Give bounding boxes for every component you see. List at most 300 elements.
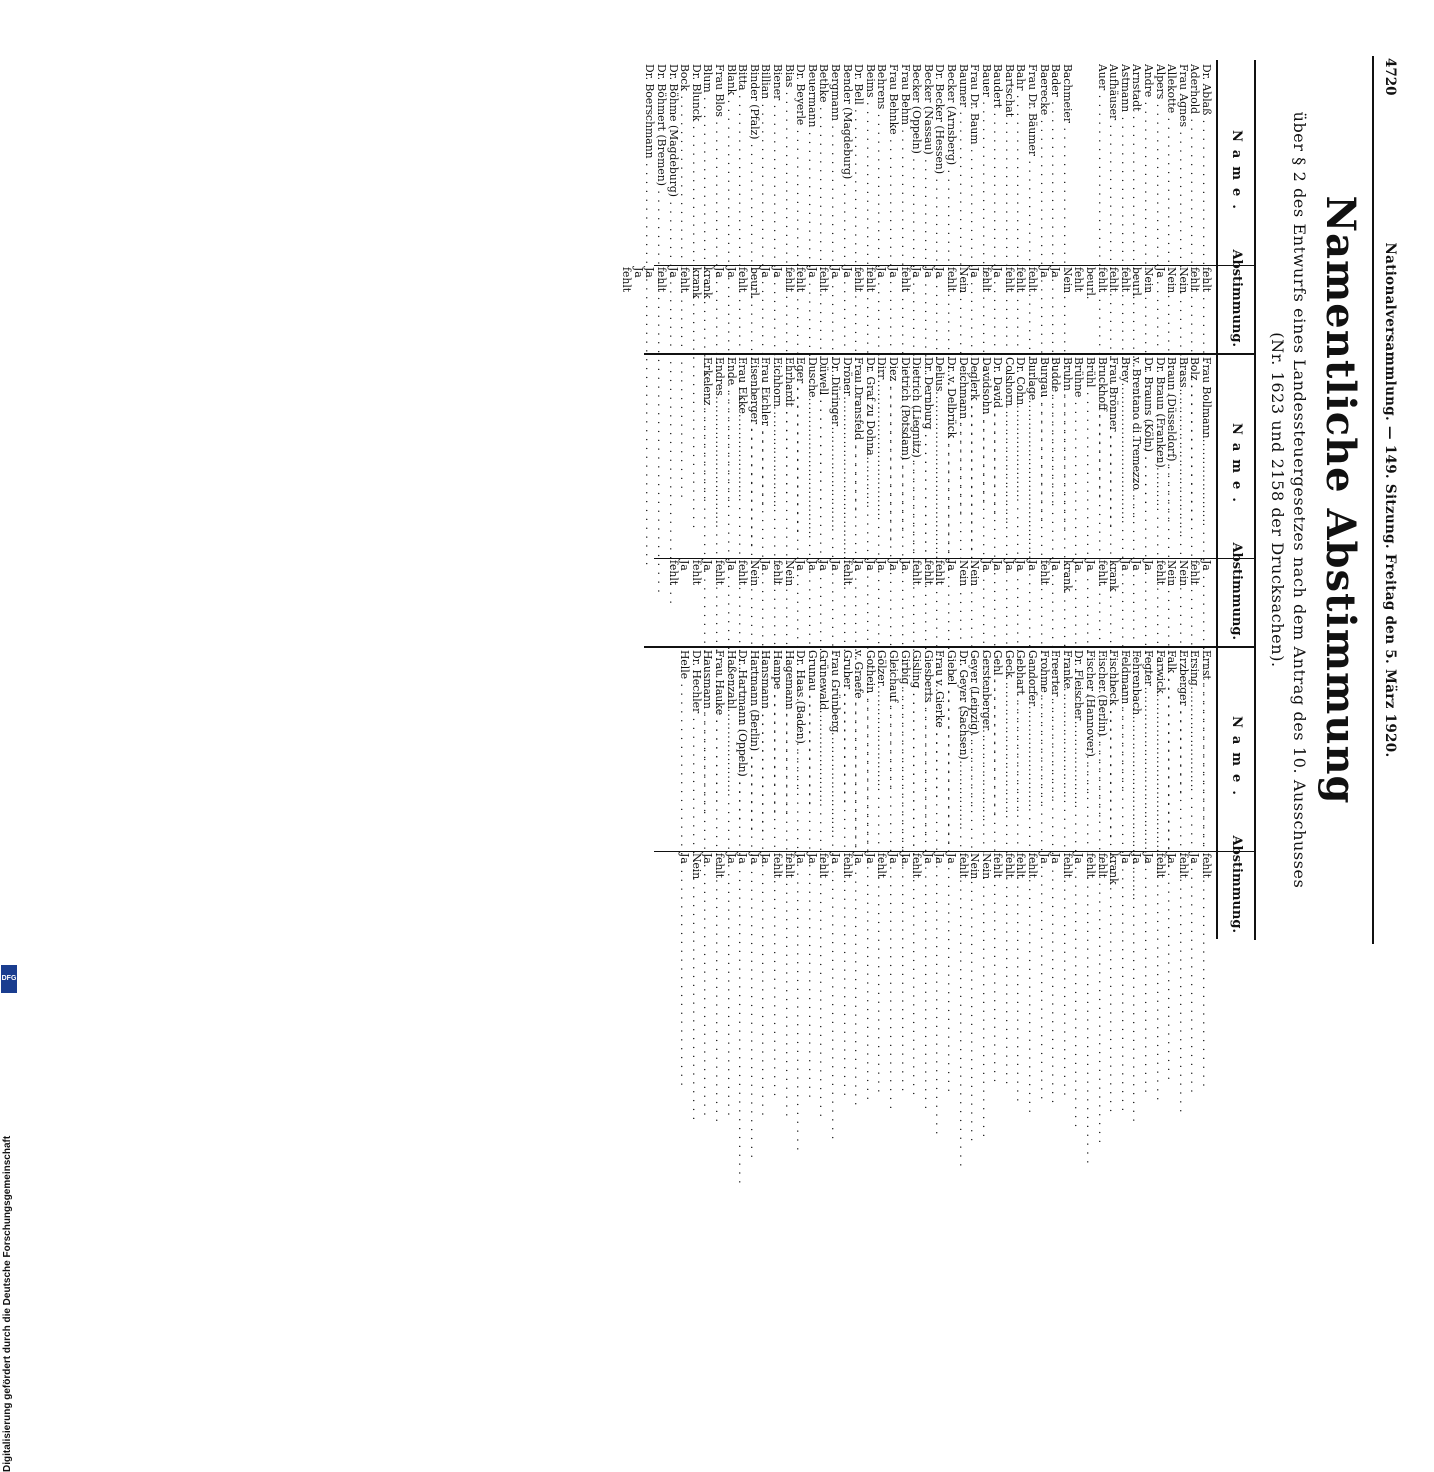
vote-row <box>911 60 923 353</box>
vote-row <box>887 60 899 353</box>
member-name: Andre . . . <box>1142 64 1154 257</box>
vote-value: Ja <box>794 560 808 571</box>
vote-value: Nein <box>1060 267 1074 294</box>
member-name: Bender (Magdeburg) . . . <box>841 64 853 257</box>
member-name: Ende . . . <box>725 357 737 550</box>
vote-value: fehlt <box>840 853 854 879</box>
vote-row <box>1154 353 1166 646</box>
member-name: Fehrenbach . . . <box>1131 650 1143 843</box>
vote-value: fehlt <box>875 853 889 879</box>
member-name: Dusche . . . <box>806 357 818 550</box>
vote-value: Ja <box>1200 560 1213 571</box>
vote-row <box>1084 353 1096 646</box>
vote-value: fehlt <box>794 267 808 293</box>
vote-row <box>1015 353 1027 646</box>
vote-value: Ja <box>1165 853 1179 864</box>
vote-row <box>957 60 969 353</box>
member-name: Frau Dr. Bäumer . . . <box>1027 64 1039 257</box>
member-name: Gölzer . . . <box>876 650 888 843</box>
vote-value: Ja <box>875 267 889 278</box>
vote-value: fehlt <box>910 853 924 879</box>
member-name: Frau Dr. Baum . . . <box>969 64 981 257</box>
member-name: Gandorfer . . . <box>1027 650 1039 843</box>
vote-row <box>980 646 992 939</box>
vote-row <box>980 353 992 646</box>
member-name: Gruber . . . <box>841 650 853 843</box>
member-name: Frau Behm . . . <box>899 64 911 257</box>
name-header: Name. <box>1229 130 1244 217</box>
member-name: Bartschat . . . <box>1003 64 1015 257</box>
page-subtitle: über § 2 des Entwurfs eines Landessteuergesetzes nach dem Antrag des 10. Ausschusses (Nr. 1623 und 2158 der Drucksachen). <box>1268 111 1309 889</box>
member-name: Frau Eichler . . . <box>760 357 772 550</box>
member-name: Dr. Fleischer . . . <box>1073 650 1085 843</box>
vote-row <box>806 353 818 646</box>
vote-row <box>1200 646 1212 939</box>
vote-row <box>644 60 656 353</box>
vote-row <box>899 60 911 353</box>
vote-row <box>656 60 668 353</box>
vote-row <box>1073 60 1085 353</box>
vote-value: Ja <box>1153 267 1167 278</box>
member-name: Bitta . . . <box>737 64 749 257</box>
vote-row <box>1142 646 1154 939</box>
vote-row <box>1050 353 1062 646</box>
vote-row <box>806 60 818 353</box>
member-name: Behrens . . . <box>876 64 888 257</box>
member-name: Grünewald . . . <box>818 650 830 843</box>
vote-row <box>992 353 1004 646</box>
vote-value: Ja <box>863 560 877 571</box>
vote-value: Ja <box>724 560 738 571</box>
vote-row <box>737 60 749 353</box>
vote-value: Nein <box>747 560 761 587</box>
member-name: Fischer (Hannover) . . . <box>1084 650 1096 843</box>
vote-row <box>702 646 714 939</box>
vote-row <box>818 646 830 939</box>
vote-row <box>1015 60 1027 353</box>
vote-row <box>725 646 737 939</box>
vote-row <box>667 60 679 353</box>
vote-value: Ja <box>886 560 900 571</box>
column-header <box>1216 646 1254 939</box>
vote-value: Ja <box>968 267 982 278</box>
vote-row <box>1108 353 1120 646</box>
member-name: Frohme . . . <box>1038 650 1050 843</box>
member-name: Gisling . . . <box>911 650 923 843</box>
member-name: Bias . . . <box>783 64 795 257</box>
vote-row <box>841 646 853 939</box>
vote-value: fehlt <box>991 853 1005 879</box>
member-name: Haßenzahl . . . <box>725 650 737 843</box>
vote-value: Nein <box>968 560 982 587</box>
vote-value: Ja <box>1142 853 1156 864</box>
vote-value: Ja <box>724 853 738 864</box>
member-name: Billian . . . <box>760 64 772 257</box>
vote-value: fehlt <box>1188 560 1202 586</box>
member-name: Brass . . . <box>1177 357 1189 550</box>
member-name: Endres . . . <box>713 357 725 550</box>
vote-value: fehlt <box>736 560 750 586</box>
member-name: Becker (Oppeln) . . . <box>911 64 923 257</box>
member-name: Aufhäuser . . . <box>1108 64 1120 257</box>
member-name: Geyer (Leipzig) . . . <box>969 650 981 843</box>
vote-value: fehlt <box>921 560 935 586</box>
vote-value: Ja <box>713 267 727 278</box>
vote-row <box>829 60 841 353</box>
vote-row <box>1166 353 1178 646</box>
digitization-note-text: Digitalisierung gefördert durch die Deutsche Forschungsgemeinschaft <box>2 1135 13 1472</box>
vote-row <box>876 353 888 646</box>
member-name: Auer . . . <box>1096 64 1108 257</box>
vote-header: Abstimmung. <box>1229 542 1244 640</box>
vote-row <box>679 60 691 353</box>
vote-column-1 <box>154 60 1254 353</box>
vote-row <box>911 353 923 646</box>
vote-row <box>934 353 946 646</box>
vote-value: fehlt <box>1037 560 1051 586</box>
vote-value: Ja <box>886 267 900 278</box>
vote-value: fehlt <box>1118 267 1132 293</box>
vote-row <box>795 60 807 353</box>
vote-row <box>1027 60 1039 353</box>
vote-value: Ja <box>921 267 935 278</box>
member-name: Dr. Bell . . . <box>853 64 865 257</box>
member-name: Dr. Düringer . . . <box>829 357 841 550</box>
member-name: Dr. Hartmann (Oppeln) . . . <box>737 650 749 843</box>
member-name: Helle . . . <box>679 650 691 843</box>
vote-value: Ja <box>1130 853 1144 864</box>
member-name: Allekotte . . . <box>1166 64 1178 257</box>
vote-value: fehlt <box>898 267 912 293</box>
member-name: Gothein . . . <box>864 650 876 843</box>
vote-value: Nein <box>956 560 970 587</box>
member-name: Becker (Nassau) . . . <box>922 64 934 257</box>
vote-value: Ja <box>1142 560 1156 571</box>
vote-row <box>1200 353 1212 646</box>
vote-value: fehlt <box>1014 853 1028 879</box>
vote-value: fehlt <box>944 267 958 293</box>
vote-value: Ja <box>805 853 819 864</box>
vote-value: fehlt <box>1200 853 1213 879</box>
vote-value: fehlt <box>979 267 993 293</box>
vote-value: fehlt <box>782 853 796 879</box>
vote-row <box>783 60 795 353</box>
member-name: Eichhorn . . . <box>771 357 783 550</box>
member-name: Biener . . . <box>771 64 783 257</box>
member-name: Bergmann . . . <box>829 64 841 257</box>
vote-row <box>864 646 876 939</box>
vote-row <box>795 646 807 939</box>
header-rule <box>1372 56 1374 944</box>
vote-row <box>1038 353 1050 646</box>
vote-row <box>1131 646 1143 939</box>
vote-row <box>1119 60 1131 353</box>
vote-row <box>725 353 737 646</box>
member-name: Grunau . . . <box>806 650 818 843</box>
vote-value: krank <box>689 267 703 299</box>
vote-value: Ja <box>1130 560 1144 571</box>
vote-value: Ja <box>1037 267 1051 278</box>
vote-row <box>1142 60 1154 353</box>
vote-value: Ja <box>829 267 842 278</box>
vote-row <box>1096 646 1108 939</box>
member-name: Dr. Beyerle . . . <box>795 64 807 257</box>
vote-row <box>864 60 876 353</box>
vote-value: Ja <box>631 267 645 278</box>
vote-row <box>737 353 749 646</box>
member-name: Deichmann . . . <box>957 357 969 550</box>
member-name: Dr. Cohn . . . <box>1015 357 1027 550</box>
vote-row <box>922 646 934 939</box>
member-name: Dietrich (Liegnitz) . . . <box>911 357 923 550</box>
vote-value: fehlt <box>1188 267 1202 293</box>
member-name: Dr. Blunck . . . <box>690 64 702 257</box>
vote-value: Ja <box>805 267 819 278</box>
member-name: Frau Agnes . . . <box>1177 64 1189 257</box>
name-header: Name. <box>1229 423 1244 510</box>
vote-value: fehlt <box>1095 560 1109 586</box>
vote-value: fehlt <box>713 560 727 586</box>
member-name: Astmann . . . <box>1119 64 1131 257</box>
member-name: Brühne . . . <box>1073 357 1085 550</box>
vote-value: fehlt <box>1153 560 1167 586</box>
running-head: Nationalversammlung. — 149. Sitzung. Freitag den 5. März 1920. <box>1382 242 1398 758</box>
vote-row <box>992 646 1004 939</box>
member-name: Frau v. Gierke . . . <box>934 650 946 843</box>
vote-row <box>1108 60 1120 353</box>
vote-row <box>1142 353 1154 646</box>
member-name: Braun (Düsseldorf) . . . <box>1166 357 1178 550</box>
member-name: Deglerk . . . <box>969 357 981 550</box>
vote-value: Nein <box>1165 267 1179 294</box>
vote-row <box>1027 646 1039 939</box>
member-name: Baudert . . . <box>992 64 1004 257</box>
member-name: Brey . . . <box>1119 357 1131 550</box>
member-name: Baumer . . . <box>957 64 969 257</box>
vote-row <box>992 60 1004 353</box>
vote-row <box>1003 353 1015 646</box>
member-name: Frau Ekke . . . <box>737 357 749 550</box>
vote-row <box>1131 60 1143 353</box>
vote-value: Ja <box>747 853 761 864</box>
vote-row <box>702 353 714 646</box>
member-name: Erkelenz . . . <box>702 357 714 550</box>
vote-row <box>1189 60 1201 353</box>
vote-value: Ja <box>1084 560 1098 571</box>
vote-row <box>1084 646 1096 939</box>
vote-value: Ja <box>759 267 773 278</box>
member-name: Alpers . . . <box>1154 64 1166 257</box>
vote-row <box>934 60 946 353</box>
vote-row <box>945 60 957 353</box>
member-name: Dr. Hechler . . . <box>690 650 702 843</box>
vote-row <box>690 60 702 353</box>
member-name: Hausmann . . . <box>702 650 714 843</box>
vote-row <box>829 646 841 939</box>
vote-value: Ja <box>1026 560 1040 571</box>
member-name: Giebel . . . <box>945 650 957 843</box>
vote-row <box>1038 60 1050 353</box>
member-name: v. Brentano di Tremezzo . . . <box>1131 357 1143 550</box>
vote-row <box>1096 353 1108 646</box>
vote-row <box>771 60 783 353</box>
vote-value: Ja <box>921 853 935 864</box>
vote-row <box>1015 646 1027 939</box>
vote-value: Ja <box>852 853 866 864</box>
vote-row <box>783 353 795 646</box>
vote-row <box>621 60 633 353</box>
member-name: Freerter . . . <box>1050 650 1062 843</box>
vote-value: beurl. <box>747 267 761 300</box>
vote-row <box>957 353 969 646</box>
member-name: Blank . . . <box>725 64 737 257</box>
member-name: Dröner . . . <box>841 357 853 550</box>
vote-value: fehlt <box>689 560 703 586</box>
vote-value: fehlt <box>782 267 796 293</box>
vote-value: Ja <box>933 267 947 278</box>
vote-value: Ja <box>724 267 738 278</box>
vote-value: fehlt <box>910 560 924 586</box>
vote-row <box>969 353 981 646</box>
vote-row <box>795 353 807 646</box>
member-name: Beims . . . <box>864 64 876 257</box>
member-name: Burgau . . . <box>1038 357 1050 550</box>
column-header <box>1216 60 1254 353</box>
vote-value: krank <box>1060 560 1074 592</box>
member-name: Franke . . . <box>1061 650 1073 843</box>
vote-row <box>1154 646 1166 939</box>
member-name: Colshorn . . . <box>1003 357 1015 550</box>
vote-value: fehlt <box>1095 267 1109 293</box>
member-name: Fischer (Berlin) . . . <box>1096 650 1108 843</box>
vote-column-3 <box>154 646 1254 939</box>
member-name: Farwick . . . <box>1154 650 1166 843</box>
vote-value: Ja <box>759 853 773 864</box>
member-name: Dr. Graf zu Dohna . . . <box>864 357 876 550</box>
vote-row <box>760 353 772 646</box>
vote-row <box>1189 353 1201 646</box>
vote-row <box>1119 646 1131 939</box>
vote-row <box>1050 60 1062 353</box>
vote-value: fehlt <box>713 853 727 879</box>
vote-value: Ja <box>817 560 831 571</box>
vote-value: Nein <box>1176 267 1190 294</box>
vote-row <box>922 353 934 646</box>
vote-row <box>969 60 981 353</box>
vote-value: fehlt <box>1200 267 1213 293</box>
vote-row <box>1200 60 1212 353</box>
vote-row <box>1119 353 1131 646</box>
vote-value: Ja <box>805 560 819 571</box>
vote-value: fehlt <box>817 853 831 879</box>
vote-value: Ja <box>829 853 842 864</box>
member-name: Baerecke . . . <box>1038 64 1050 257</box>
vote-row <box>679 646 691 939</box>
vote-value: Ja <box>1188 853 1202 864</box>
member-name: Dr. Haas (Baden) . . . <box>795 650 807 843</box>
member-name: Hansmann . . . <box>760 650 772 843</box>
vote-value: fehlt <box>1084 853 1098 879</box>
member-name: Dr. Geyer (Sachsen) . . . <box>957 650 969 843</box>
vote-value: Ja <box>991 560 1005 571</box>
member-name: Frau Brönner . . . <box>1108 357 1120 550</box>
member-name: Girbig . . . <box>899 650 911 843</box>
vote-row <box>1154 60 1166 353</box>
vote-row <box>690 353 702 646</box>
member-name: Frau Hauke . . . <box>713 650 725 843</box>
vote-row <box>783 646 795 939</box>
vote-value: Ja <box>1002 560 1016 571</box>
member-name: Dr. Becker (Hessen) . . . <box>934 64 946 257</box>
vote-value: fehlt <box>1002 267 1016 293</box>
vote-value: Nein <box>782 560 796 587</box>
vote-row <box>934 646 946 939</box>
vote-row <box>864 353 876 646</box>
member-name: Gehl . . . <box>992 650 1004 843</box>
vote-row <box>818 353 830 646</box>
vote-row <box>1166 60 1178 353</box>
vote-row <box>899 353 911 646</box>
vote-row <box>1096 60 1108 353</box>
member-name: Davidsohn . . . <box>980 357 992 550</box>
vote-value: Ja <box>678 853 692 864</box>
vote-value: Ja <box>829 560 842 571</box>
member-name: Bruhn . . . <box>1061 357 1073 550</box>
vote-value: Nein <box>689 853 703 880</box>
vote-row <box>748 60 760 353</box>
vote-value: fehlt <box>1072 267 1086 293</box>
member-name: Aderhold . . . <box>1189 64 1201 257</box>
member-name: Feldmann . . . <box>1119 650 1131 843</box>
vote-value: Ja <box>840 267 854 278</box>
vote-value: Nein <box>1142 267 1156 294</box>
vote-row <box>737 646 749 939</box>
member-name: Dr. v. Delbrück . . . <box>945 357 957 550</box>
vote-row <box>957 646 969 939</box>
vote-header: Abstimmung. <box>1229 249 1244 347</box>
vote-row <box>771 353 783 646</box>
member-name: Eger . . . <box>795 357 807 550</box>
vote-row <box>667 353 679 646</box>
vote-row <box>760 60 772 353</box>
member-name: Frau Dransfeld . . . <box>853 357 865 550</box>
page-title: Namentliche Abstimmung <box>1317 195 1364 805</box>
vote-value: Ja <box>701 853 715 864</box>
member-name: Diez . . . <box>887 357 899 550</box>
member-name: Dr. David . . . <box>992 357 1004 550</box>
vote-row <box>1061 60 1073 353</box>
vote-row <box>1050 646 1062 939</box>
member-name: Bethke . . . <box>818 64 830 257</box>
vote-row <box>1073 646 1085 939</box>
vote-value: krank <box>1107 853 1121 885</box>
vote-row <box>760 646 772 939</box>
vote-value: fehlt <box>1095 853 1109 879</box>
member-name: Brühl . . . <box>1084 357 1096 550</box>
vote-value: Ja <box>991 267 1005 278</box>
dfg-logo: DFG <box>1 965 17 993</box>
member-name: Bader . . . <box>1050 64 1062 257</box>
vote-value: Ja <box>666 267 680 278</box>
vote-row <box>702 60 714 353</box>
member-name: Dr. Böhmert (Bremen) . . . <box>656 64 668 257</box>
member-name: Bock . . . <box>679 64 691 257</box>
vote-value: krank <box>1107 560 1121 592</box>
vote-value: Ja <box>1049 267 1063 278</box>
vote-row <box>876 646 888 939</box>
vote-value: Ja <box>1072 853 1086 864</box>
vote-header: Abstimmung. <box>1229 835 1244 933</box>
